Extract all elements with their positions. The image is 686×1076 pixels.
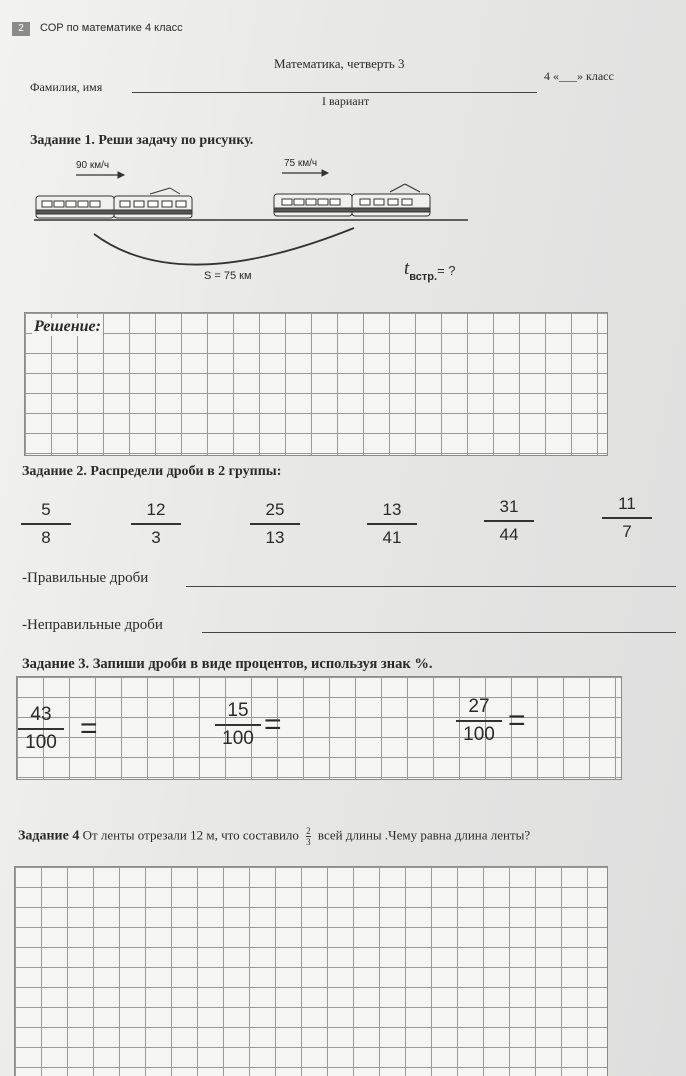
percent-fraction-3: 27 100 (456, 696, 502, 746)
meeting-time-question (404, 258, 456, 283)
t-question: = ? (437, 263, 456, 278)
equals-sign: = (508, 704, 526, 737)
variant-label: I вариант (322, 94, 370, 108)
equals-sign: = (264, 708, 282, 741)
right-train-icon (274, 184, 430, 216)
improper-fractions-label: -Неправильные дроби (22, 617, 163, 633)
proper-fractions-label: -Правильные дроби (22, 570, 149, 586)
name-line[interactable] (132, 92, 537, 93)
task4-answer-grid[interactable] (14, 866, 608, 1076)
class-label: 4 «___» класс (544, 69, 614, 83)
task1-title: Задание 1. Реши задачу по рисунку. (30, 133, 254, 148)
distance-label: S = 75 км (204, 270, 252, 282)
task3-answer-grid[interactable] (16, 676, 622, 780)
task4-statement (18, 826, 530, 847)
percent-fraction-2: 15 100 (215, 700, 261, 750)
solution-label: Решение: (34, 318, 101, 335)
speed-right-label: 75 км/ч (284, 158, 318, 169)
fraction-item: $\frac{31}{44}$ (484, 497, 534, 545)
percent-fraction-1: 43 100 (18, 704, 64, 754)
task4-text-after: всей длины .Чему равна длина ленты? (317, 827, 531, 843)
task2-title: Задание 2. Распредели дроби в 2 группы: (22, 464, 282, 479)
page-number-badge: 2 (12, 22, 30, 36)
equals-sign: = (80, 712, 98, 745)
name-label: Фамилия, имя (30, 80, 103, 94)
task4-fraction: $\frac{2}{3}$ (306, 826, 311, 847)
task3-title: Задание 3. Запиши дроби в виде процентов, используя знак %. (22, 656, 433, 672)
arrow-right-icon (282, 170, 328, 176)
fraction-item: $\frac{12}{3}$ (131, 500, 181, 548)
subject-title: Математика, четверть 3 (274, 56, 405, 71)
t-subscript: встр. (409, 271, 438, 283)
trains-illustration (30, 168, 480, 268)
fraction-item: $\frac{5}{8}$ (21, 500, 71, 548)
speed-left-label: 90 км/ч (76, 160, 110, 171)
task4-text-before: От ленты отрезали 12 м, что составило (82, 827, 299, 843)
worksheet-header-title: СОР по математике 4 класс (40, 22, 183, 34)
improper-fractions-answer-line[interactable] (202, 632, 676, 633)
task1-solution-grid[interactable] (24, 312, 608, 456)
proper-fractions-answer-line[interactable] (186, 586, 676, 587)
fraction-item: $\frac{11}{7}$ (602, 494, 652, 542)
fraction-item: $\frac{13}{41}$ (367, 500, 417, 548)
task4-title: Задание 4 (18, 828, 80, 844)
fraction-item: $\frac{25}{13}$ (250, 500, 300, 548)
distance-arc (94, 228, 354, 265)
left-train-icon (36, 188, 192, 218)
arrow-left-icon (76, 172, 124, 178)
t-symbol: t (404, 258, 410, 279)
